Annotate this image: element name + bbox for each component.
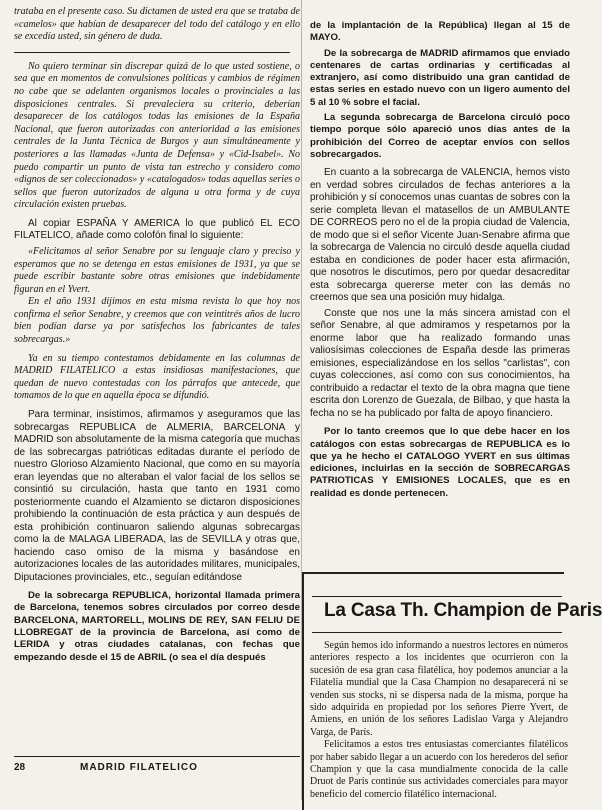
article-rule-top [312, 596, 562, 597]
page-number: 28 [14, 762, 26, 773]
paragraph: Ya en su tiempo contestamos debidamente en las columnas de MADRID FILATELICO a estas insidiosas manifestaciones, que quedan de nuevo contestadas con los párrafos que antecede, que tomamos de lo que en aquella época se difundió. [14, 352, 300, 402]
bold-paragraph: De la sobrecarga de MADRID afirmamos que enviado centenares de cartas ordinarias y certificadas al extranjero, así como distribuido una gran cantidad de estas series en estado nuevo con un ligero aumento del 5 al 10 % sobre el facial. [310, 47, 570, 108]
paragraph: trataba en el presente caso. Su dictamen de usted era que se trataba de «camelos» que habían de desaparecer del todo del catálogo y en ello se excedía usted, sin género de duda. [14, 6, 300, 43]
paragraph: Para terminar, insistimos, afirmamos y aseguramos que las sobrecargas REPUBLICA de ALMERIA, BARCELONA y MADRID son absolutamente de la misma categoría que muchas de las sobrecargas patrióticas editadas durante el período de nuestro Glorioso Alzamiento Nacional, que como en su mayoría eran leyendas que no alteraban el valor facial de los sellos se consintió su circulación, hasta que tanto en 1931 como posteriormente cuando el Alzamiento se dictaron disposiciones prohibiendo la continuación de esta práctica y aun después de esta prohibición continuaron saliendo algunas sobrecargas como la de MALAGA LIBERADA, las de SEVILLA y otras que, haciendo caso omiso de la misma y basándose en autorizaciones locales de las autoridades militares, municipales, Diputaciones provinciales, etc., seguían editándose [14, 409, 300, 583]
right-column [310, 20, 570, 500]
paragraph: En cuanto a la sobrecarga de VALENCIA, hemos visto en verdad sobres circulados de fechas anteriores a la prohibición y sí conocemos unas cuantas de sobres con la serie completa llevan el matasellos de un AMBULANTE DE CORREOS pero no el de la propia ciudad de Valencia, de modo que si el señor Vicente Juan-Senabre afirma que la sobrecarga de Valencia no circuló desde aquella ciudad estaba en condiciones de poder hacer esta afirmación, que nosotros le discutimos, pero por quedar desacreditar esta sobrecarga quererse meter con las demás no creemos que sea una posición muy hidalga. [310, 167, 570, 304]
section-rule [14, 52, 290, 53]
paragraph: Conste que nos une la más sincera amistad con el señor Senabre, al que admiramos y respetamos por la enorme labor que ha realizado formando unas valiosísimas colecciones de España desde las primeras emisiones, especializándose en los sellos "carlistas", con cuyas colecciones, así como con sus conocimientos, ha contribuido a redactar el texto de la obra magna que tiene escrita don Lorenzo de Guezala, de Bilbao, y que hasta la fecha no se ha publicado por falta de apoyo financiero. [310, 307, 570, 419]
bold-paragraph: de la implantación de la República) llegan al 15 de MAYO. [310, 20, 570, 44]
article-rule-bottom [312, 632, 562, 633]
article-body [310, 640, 568, 801]
quote-paragraph: «Felicitamos al señor Senabre por su lenguaje claro y preciso y esperamos que no se detenga en estas emisiones de 1931, ya que se puede escribir bastante sobre otras emisiones que indebidamente figuran en el Yvert. [14, 245, 300, 295]
quote-paragraph: En el año 1931 dijimos en esta misma revista lo que hoy nos confirma el señor Senabre, y creemos que con veintitrés años de lucro bien podían darse ya por satisfechos los fabricantes de tales sobrecargas.» [14, 296, 300, 346]
footer-rule [14, 756, 300, 757]
publication-name: MADRID FILATELICO [80, 762, 198, 773]
bold-paragraph: De la sobrecarga REPUBLICA, horizontal llamada primera de Barcelona, tenemos sobres circulados por correo desde BARCELONA, MARTORELL, MOLINS DE REY, SAN FELIU DE LLOBREGAT de la provincia de Barcelona, así como de LERIDA y otras ciudades catalanas, con fechas que empezando desde el 15 de ABRIL (o sea el día después [14, 590, 300, 663]
bold-paragraph: Por lo tanto creemos que lo que debe hacer en los catálogos con estas sobrecargas de REPUBLICA es lo que ya he hecho el CATALOGO YVERT en sus últimas ediciones, incluirlas en la sección de SOBRECARGAS PATRIOTICAS Y EMISIONES LOCALES, que es en realidad es donde pertenecen. [310, 426, 570, 499]
paragraph: Al copiar ESPAÑA Y AMERICA lo que publicó EL ECO FILATELICO, añade como colofón final lo siguiente: [14, 217, 300, 242]
paragraph: No quiero terminar sin discrepar quizá de lo que usted sostiene, o sea que en momentos de convulsiones políticas y cambios de régimen no cabe que se adelanten organismos locales o provinciales a las disposiciones centrales. Si prevaleciera su criterio, deberían desaparecer de los catálogos todas las emisiones de la España Nacional, que fueron autorizadas con anterioridad a las emisiones centrales de la Junta Técnica de Burgos y aun simultáneamente y posteriores a las llamadas «Junta de Defensa» y «Cid-Isabel». No puedo compartir un punto de vista tan estrecho y considero como «dignos de ser coleccionados» y «catalogados» todas aquellas series o sellos que fueron autorizados de alguna u otra forma y de cuya circulación existen pruebas. [14, 60, 300, 211]
article-paragraph: Felicitamos a estos tres entusiastas comerciantes filatélicos por haber sabido llegar a un acuerdo con los herederos del señor Champion y que la casa mundialmente conocida de la calle Druot de París continúe sus actividades comerciales para mayor beneficio del comercio filatélico internacional. [310, 739, 568, 800]
left-column [14, 6, 300, 664]
article-title: La Casa Th. Champion de Paris [324, 600, 602, 621]
bold-paragraph: La segunda sobrecarga de Barcelona circuló poco tiempo porque sólo apareció unos días antes de la prohibición del Correo de aceptar envíos con sellos sobrecargados. [310, 112, 570, 160]
article-paragraph: Según hemos ido informando a nuestros lectores en números anteriores respecto a los incidentes que ocurrieron con la sucesión de esa gran casa filatélica, hoy podemos anunciar a la Filatelia mundial que la Casa Champion no desaparecerá ni se venden sus stocks, ni se dispersa nada de la misma, porque ha sido adquirida en propiedad por los señores Pierre Yvert, de Amiens, en unión de los señores Ladislao Varga y Alejandro Varga, de París. [310, 640, 568, 738]
